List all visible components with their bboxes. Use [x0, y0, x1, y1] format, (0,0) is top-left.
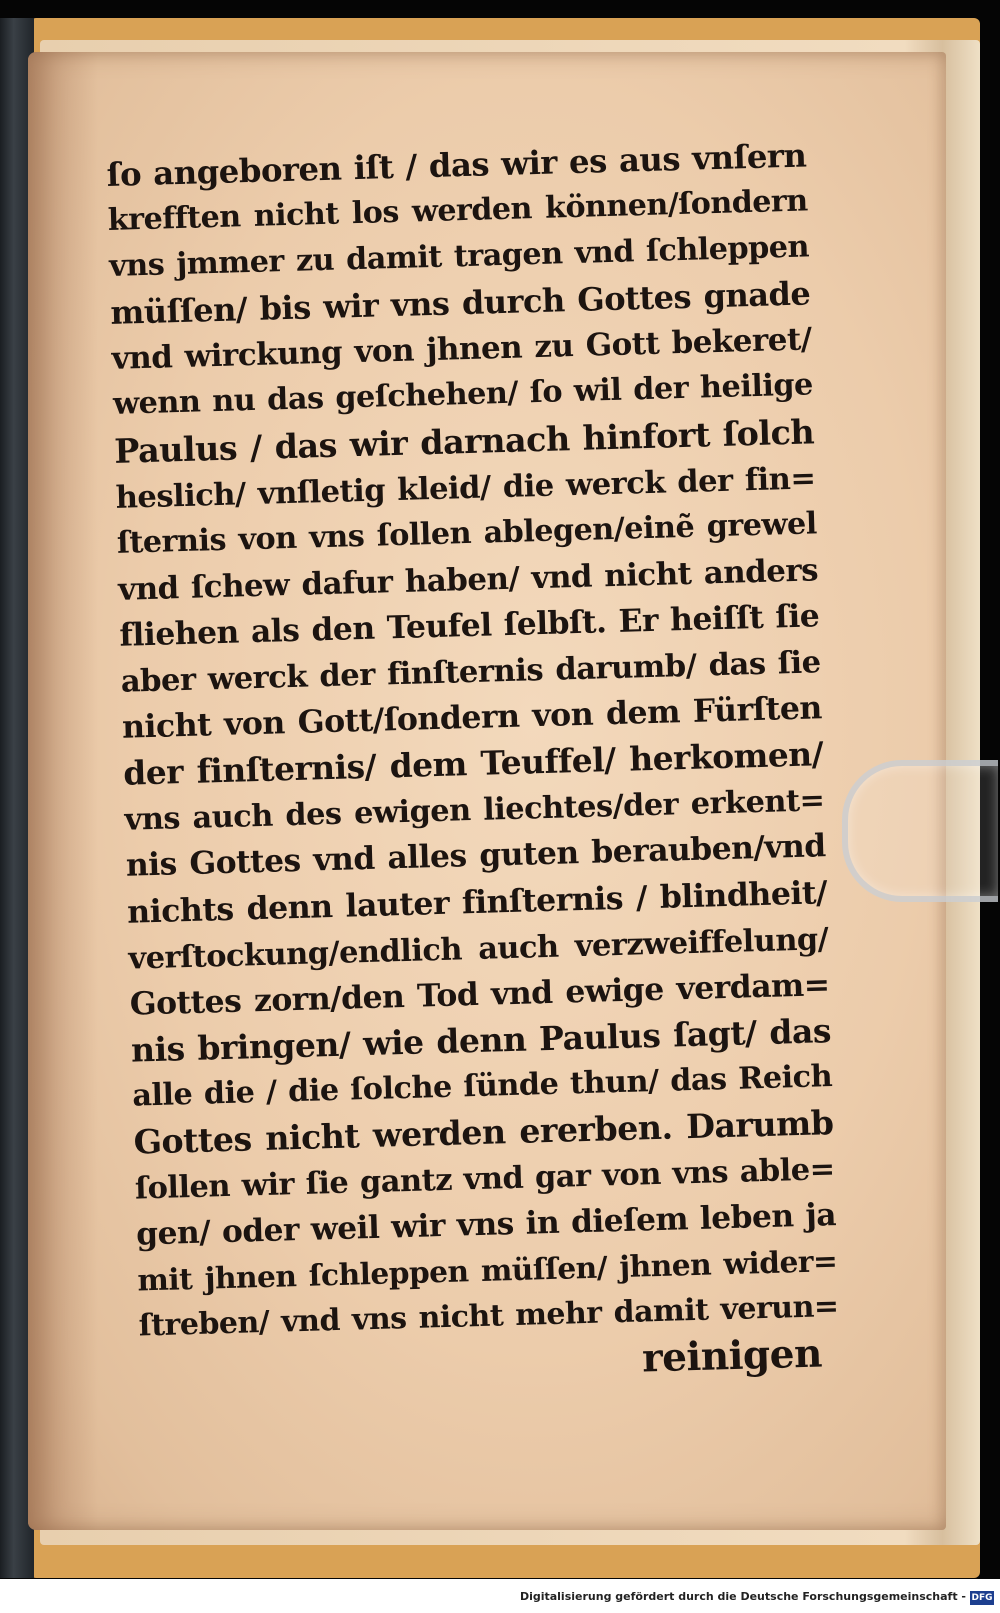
digitization-credit: Digitalisierung gefördert durch die Deutsche Forschungsgemeinschaft -	[519, 1590, 966, 1603]
footer-bar	[0, 1579, 1000, 1613]
text-line: nichts denn lauter finſternis / blindheit/	[126, 873, 828, 931]
page-text	[106, 132, 840, 1396]
text-line: gen/ oder weil wir vns in dieſem leben ja	[135, 1197, 837, 1253]
text-line: verſtockung/endlich auch verzweiffelung/	[128, 920, 829, 977]
text-line: alle die / die ſolche ſünde thun/ das Reich	[131, 1058, 833, 1114]
page-clip	[842, 760, 998, 902]
text-line: krefften nicht los werden können/ſondern	[107, 183, 809, 239]
text-line: ſo angeboren iſt / das wir es aus vnſern	[106, 136, 807, 194]
text-line: müſſen/ bis wir vns durch Gottes gnade	[109, 274, 811, 333]
text-line: der finſternis/ dem Teuffel/ herkomen/	[122, 734, 824, 793]
text-line: Gottes zorn/den Tod vnd ewige verdam=	[129, 965, 831, 1023]
text-line: vns jmmer zu damit tragen vnd ſchleppen	[108, 229, 810, 285]
text-line: vnd ſchew dafur haben/ vnd nicht anders	[117, 552, 819, 608]
page-sheet	[28, 52, 946, 1530]
text-line: fliehen als den Teufel ſelbſt. Er heiſſt ſie	[119, 598, 820, 654]
gutter-shadow	[28, 52, 98, 1530]
dfg-logo: DFG	[971, 1593, 993, 1603]
text-line: vns auch des ewigen liechtes/der erkent=	[124, 782, 825, 839]
text-line: ſternis von vns ſollen ablegen/einẽ grewel	[116, 506, 818, 561]
text-line: vnd wirckung von jhnen zu Gott bekeret/	[111, 321, 813, 378]
text-line: nicht von Gott/ſondern von dem Fürſten	[121, 689, 823, 746]
text-line: Gottes nicht werden ererben. Darumb	[133, 1103, 834, 1162]
text-line: mit jhnen ſchleppen müſſen/ jhnen wider=	[137, 1243, 838, 1298]
text-line: ſollen wir ſie gantz vnd gar von vns able=	[134, 1151, 836, 1207]
catchword: reinigen	[641, 1330, 823, 1382]
text-line: Paulus / das wir darnach hinfort ſolch	[113, 411, 815, 471]
text-line: nis bringen/ wie denn Paulus ſagt/ das	[130, 1010, 832, 1070]
text-line: wenn nu das geſchehen/ ſo wil der heilige	[112, 367, 814, 423]
text-line: aber werck der finſternis darumb/ das ſie	[120, 644, 822, 700]
text-line: ſtreben/ vnd vns nicht mehr damit verun=	[138, 1289, 840, 1344]
text-line: heslich/ vnſletig kleid/ die werck der fin=	[115, 459, 816, 516]
text-line: nis Gottes vnd alles guten berauben/vnd	[125, 828, 827, 885]
